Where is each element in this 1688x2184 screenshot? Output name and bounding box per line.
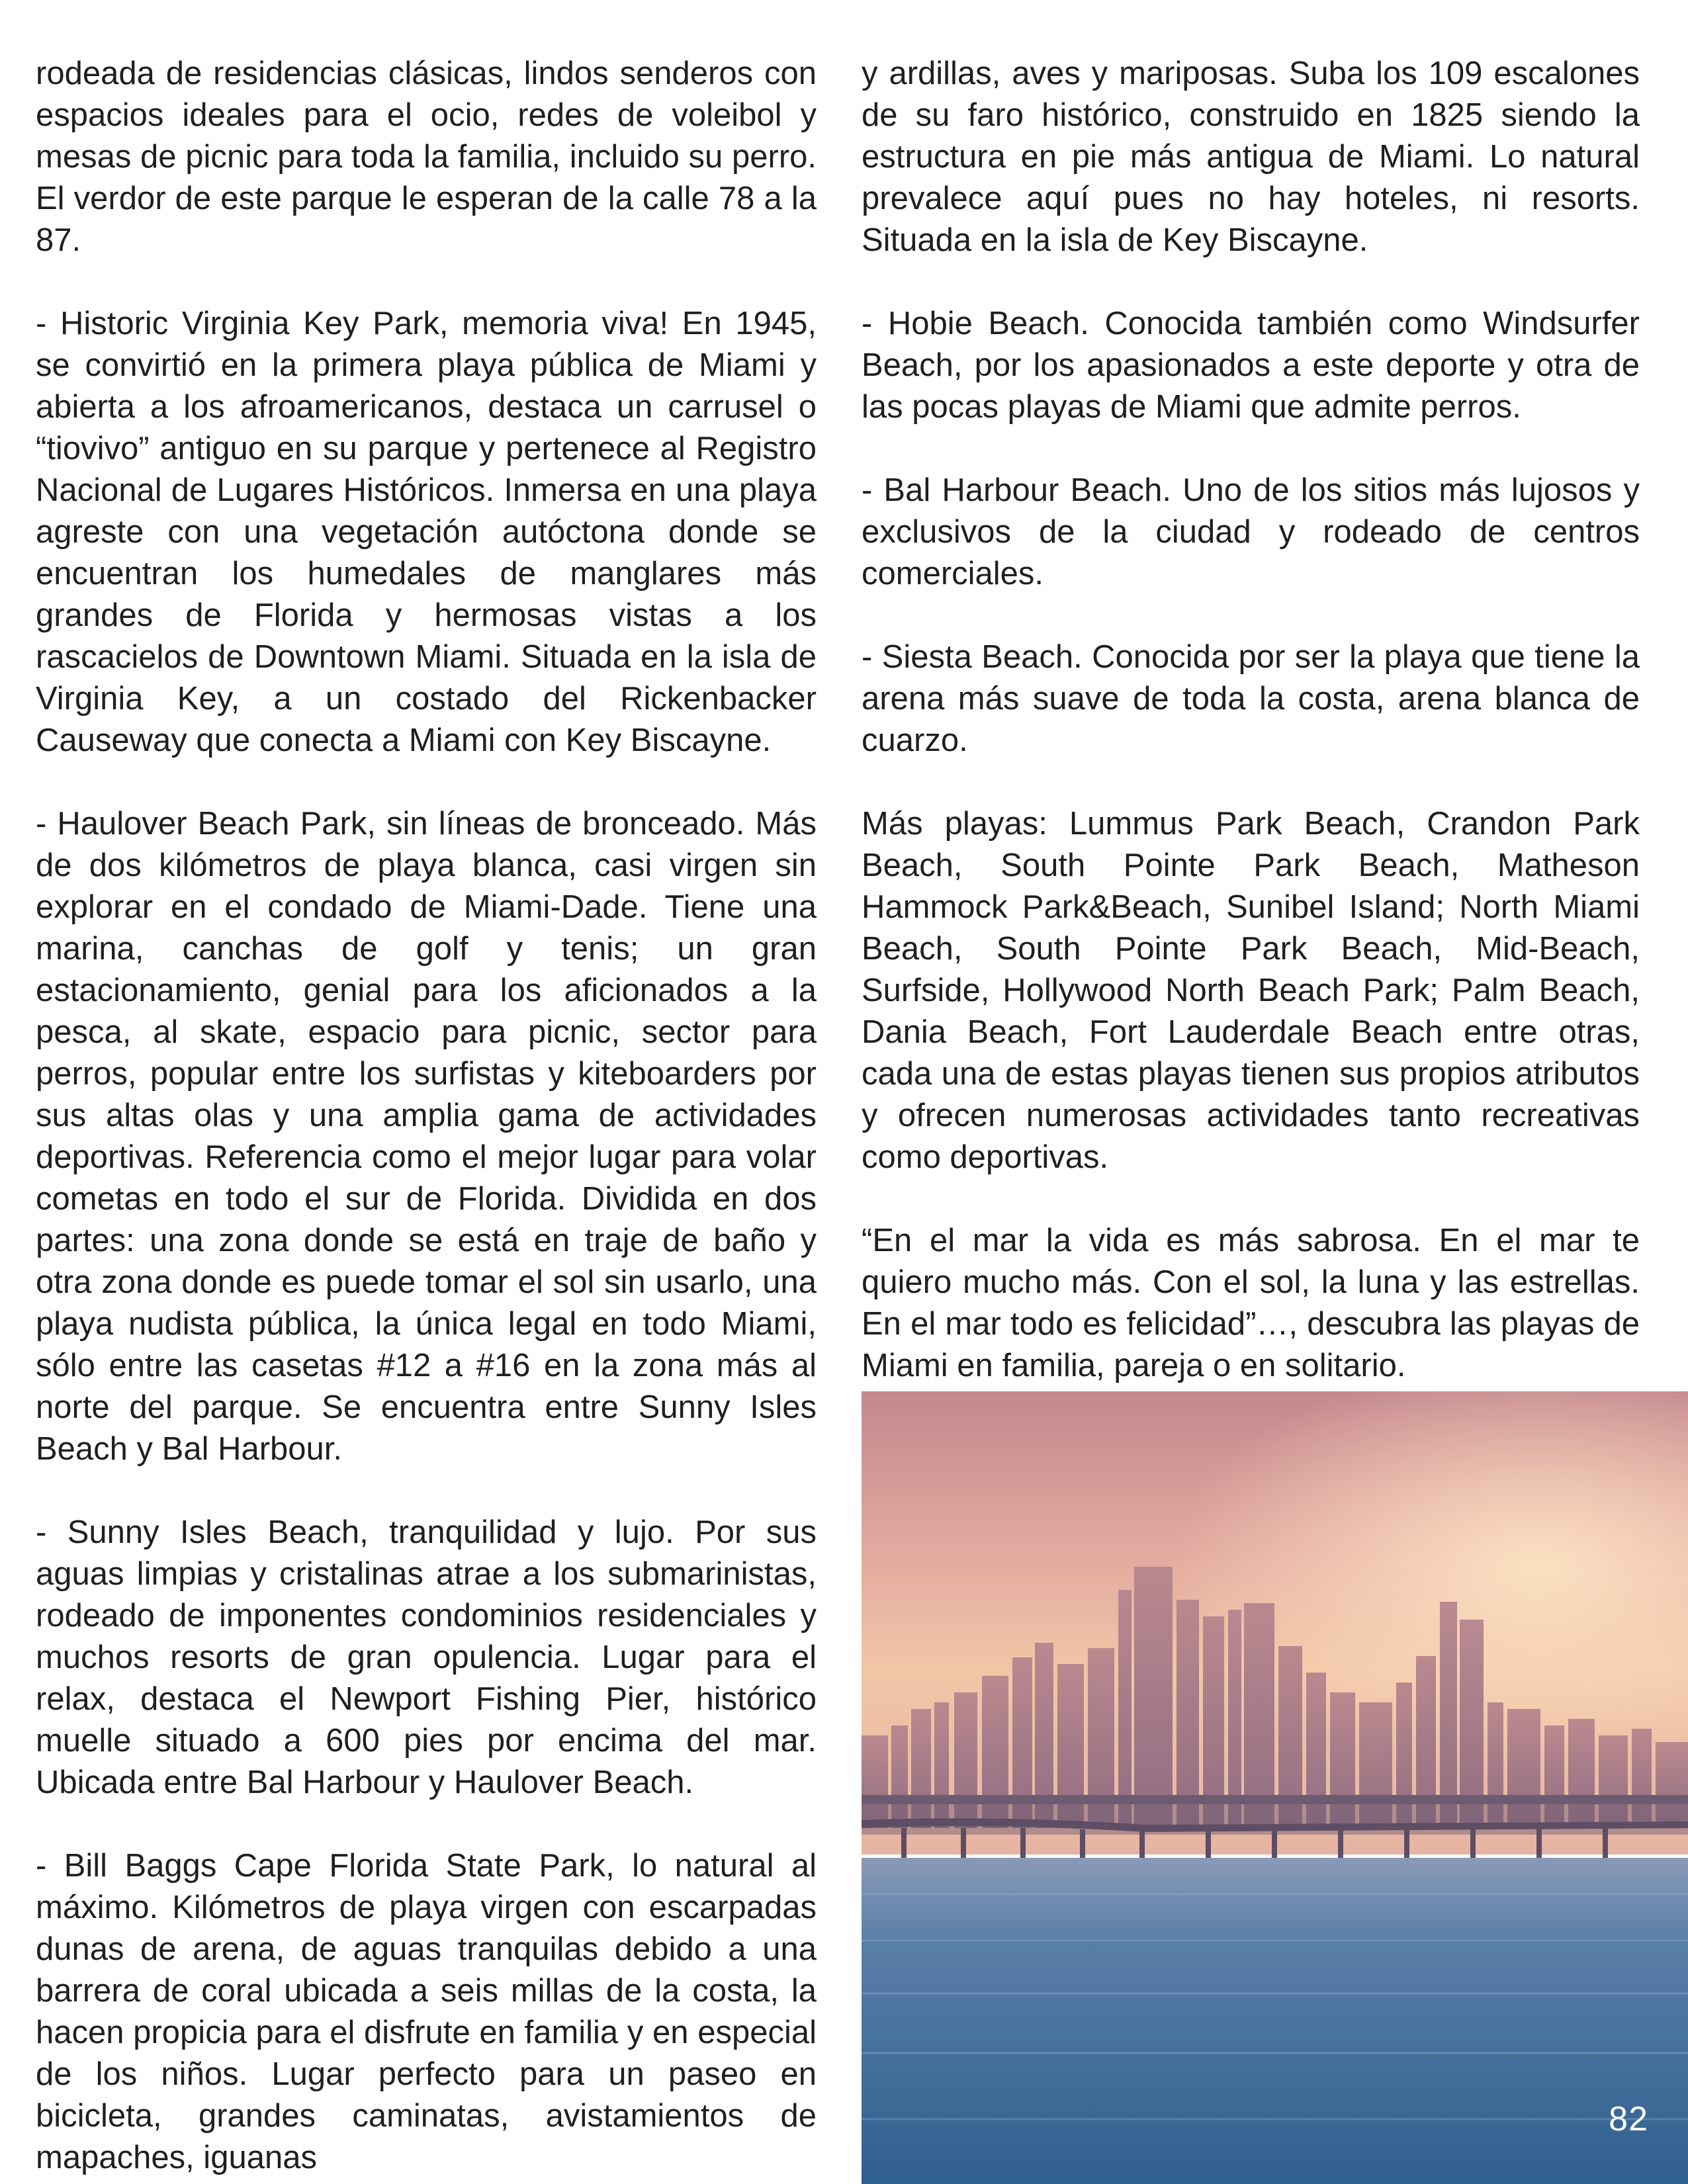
paragraph-hobie-beach: - Hobie Beach. Conocida también como Windsurfer Beach, por los apasionados a este deporte y otra de las pocas playas de Miami que admite perros.: [862, 306, 1640, 425]
paragraph-bal-harbour: - Bal Harbour Beach. Uno de los sitios más lujosos y exclusivos de la ciudad y rodeado de centros comerciales.: [862, 472, 1640, 591]
paragraph-more-beaches: Más playas: Lummus Park Beach, Crandon Park Beach, South Pointe Park Beach, Matheson Hammock Park&Beach, Sunibel Island; North Miami Beach, South Pointe Park Beach, Mid-Beach, Surfside, Hollywood North Beach Park; Palm Beach, Dania Beach, Fort Lauderdale Beach entre otras, cada una de estas playas tienen sus propios atributos y ofrecen numerosas actividades tanto recreativas como deportivas.: [862, 806, 1640, 1175]
right-text-column: [862, 53, 1640, 1387]
paragraph-haulover: - Haulover Beach Park, sin líneas de bronceado. Más de dos kilómetros de playa blanca, casi virgen sin explorar en el condado de Miami-Dade. Tiene una marina, canchas de golf y tenis; un gran estacionamiento, genial para los aficionados a la pesca, al skate, espacio para picnic, sector para perros, popular entre los surfistas y kiteboarders por sus altas olas y una amplia gama de actividades deportivas. Referencia como el mejor lugar para volar cometas en todo el sur de Florida. Dividida en dos partes: una zona donde se está en traje de baño y otra zona donde es puede tomar el sol sin usarlo, una playa nudista pública, la única legal en todo Miami, sólo entre las casetas #12 a #16 en la zona más al norte del parque. Se encuentra entre Sunny Isles Beach y Bal Harbour.: [36, 806, 817, 1467]
skyline-illustration: [862, 1391, 1688, 2184]
paragraph-closing-quote: “En el mar la vida es más sabrosa. En el mar te quiero mucho más. Con el sol, la luna y las estrellas. En el mar todo es felicidad”…, descubra las playas de Miami en familia, pareja o en solitario.: [862, 1223, 1640, 1383]
paragraph-park-intro: rodeada de residencias clásicas, lindos senderos con espacios ideales para el ocio, redes de voleibol y mesas de picnic para toda la familia, incluido su perro. El verdor de este parque le esperan de la calle 78 a la 87.: [36, 56, 817, 258]
page-number: 82: [1609, 2100, 1648, 2138]
paragraph-bill-baggs-cont: y ardillas, aves y mariposas. Suba los 109 escalones de su faro histórico, construido en 1825 siendo la estructura en pie más antigua de Miami. Lo natural prevalece aquí pues no hay hoteles, ni resorts. Situada en la isla de Key Biscayne.: [862, 56, 1640, 258]
paragraph-bill-baggs: - Bill Baggs Cape Florida State Park, lo natural al máximo. Kilómetros de playa virgen con escarpadas dunas de arena, de aguas tranquilas debido a una barrera de coral ubicada a seis millas de la costa, la hacen propicia para el disfrute en familia y en especial de los niños. Lugar perfecto para un paseo en bicicleta, grandes caminatas, avistamientos de mapaches, iguanas: [36, 1848, 817, 2175]
miami-skyline-photo: [862, 1391, 1688, 2184]
paragraph-siesta-beach: - Siesta Beach. Conocida por ser la playa que tiene la arena más suave de toda la costa, arena blanca de cuarzo.: [862, 639, 1640, 758]
left-text-column: [36, 53, 817, 2179]
paragraph-virginia-key: - Historic Virginia Key Park, memoria viva! En 1945, se convirtió en la primera playa pública de Miami y abierta a los afroamericanos, destaca un carrusel o “tiovivo” antiguo en su parque y pertenece al Registro Nacional de Lugares Históricos. Inmersa en una playa agreste con una vegetación autóctona donde se encuentran los humedales de manglares más grandes de Florida y hermosas vistas a los rascacielos de Downtown Miami. Situada en la isla de Virginia Key, a un costado del Rickenbacker Causeway que conecta a Miami con Key Biscayne.: [36, 306, 817, 758]
paragraph-sunny-isles: - Sunny Isles Beach, tranquilidad y lujo. Por sus aguas limpias y cristalinas atrae a los submarinistas, rodeado de imponentes condominios residenciales y muchos resorts de gran opulencia. Lugar para el relax, destaca el Newport Fishing Pier, histórico muelle situado a 600 pies por encima del mar. Ubicada entre Bal Harbour y Haulover Beach.: [36, 1514, 817, 1800]
